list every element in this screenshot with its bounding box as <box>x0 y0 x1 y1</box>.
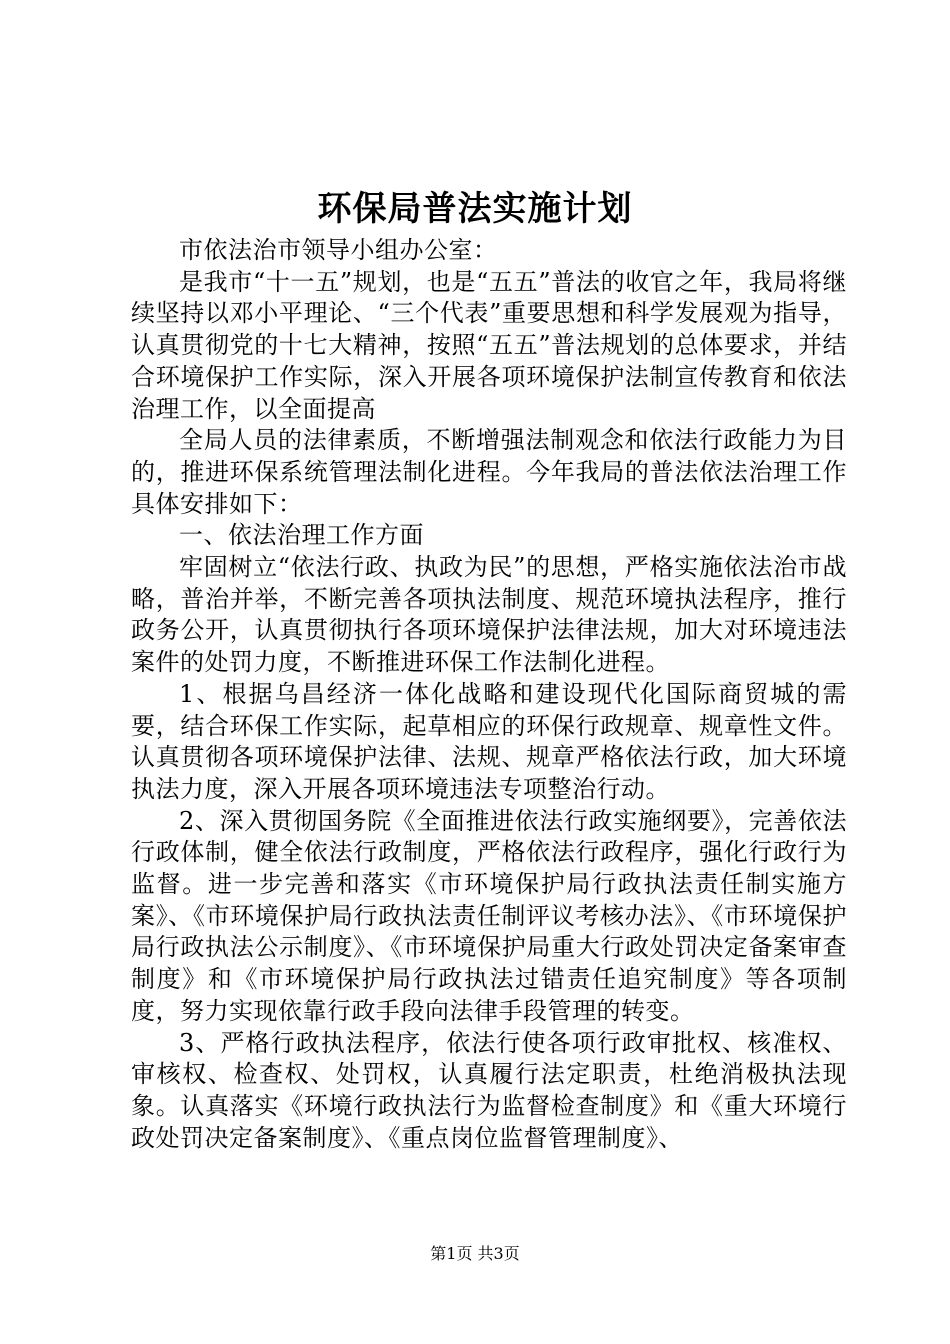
page-footer: 第1页 共3页 <box>430 1244 520 1263</box>
list-item: 1、根据乌昌经济一体化战略和建设现代化国际商贸城的需要，结合环保工作实际，起草相应的环保行政规章、规章性文件。认真贯彻各项环境保护法律、法规、规章严格依法行政，加大环境执法力度，深入开展各项环境违法专项整治行动。 <box>131 679 847 803</box>
document-body <box>131 235 847 1154</box>
list-item: 2、深入贯彻国务院《全面推进依法行政实施纲要》，完善依法行政体制，健全依法行政制度，严格依法行政程序，强化行政行为监督。进一步完善和落实《市环境保护局行政执法责任制实施方案》、《市环境保护局行政执法责任制评议考核办法》、《市环境保护局行政执法公示制度》、《市环境保护局重大行政处罚决定备案审查制度》和《市环境保护局行政执法过错责任追究制度》等各项制度，努力实现依靠行政手段向法律手段管理的转变。 <box>131 806 847 1025</box>
document-title: 环保局普法实施计划 <box>317 189 633 229</box>
paragraph: 全局人员的法律素质，不断增强法制观念和依法行政能力为目的，推进环保系统管理法制化进程。今年我局的普法依法治理工作具体安排如下： <box>131 426 847 518</box>
paragraph-salutation: 市依法治市领导小组办公室： <box>179 236 498 264</box>
section-heading: 一、依法治理工作方面 <box>179 521 424 550</box>
paragraph: 牢固树立“依法行政、执政为民”的思想，严格实施依法治市战略，普治并举，不断完善各项执法制度、规范环境执法程序，推行政务公开，认真贯彻执行各项环境保护法律法规，加大对环境违法案件的处罚力度，不断推进环保工作法制化进程。 <box>131 553 847 677</box>
list-item: 3、严格行政执法程序，依法行使各项行政审批权、核准权、审核权、检查权、处罚权，认真履行法定职责，杜绝消极执法现象。认真落实《环境行政执法行为监督检查制度》和《重大环境行政处罚决定备案制度》、《重点岗位监督管理制度》、 <box>131 1028 847 1152</box>
paragraph: 是我市“十一五”规划，也是“五五”普法的收官之年，我局将继续坚持以邓小平理论、“三个代表”重要思想和科学发展观为指导，认真贯彻党的十七大精神，按照“五五”普法规划的总体要求，并结合环境保护工作实际，深入开展各项环境保护法制宣传教育和依法治理工作，以全面提高 <box>131 267 847 423</box>
